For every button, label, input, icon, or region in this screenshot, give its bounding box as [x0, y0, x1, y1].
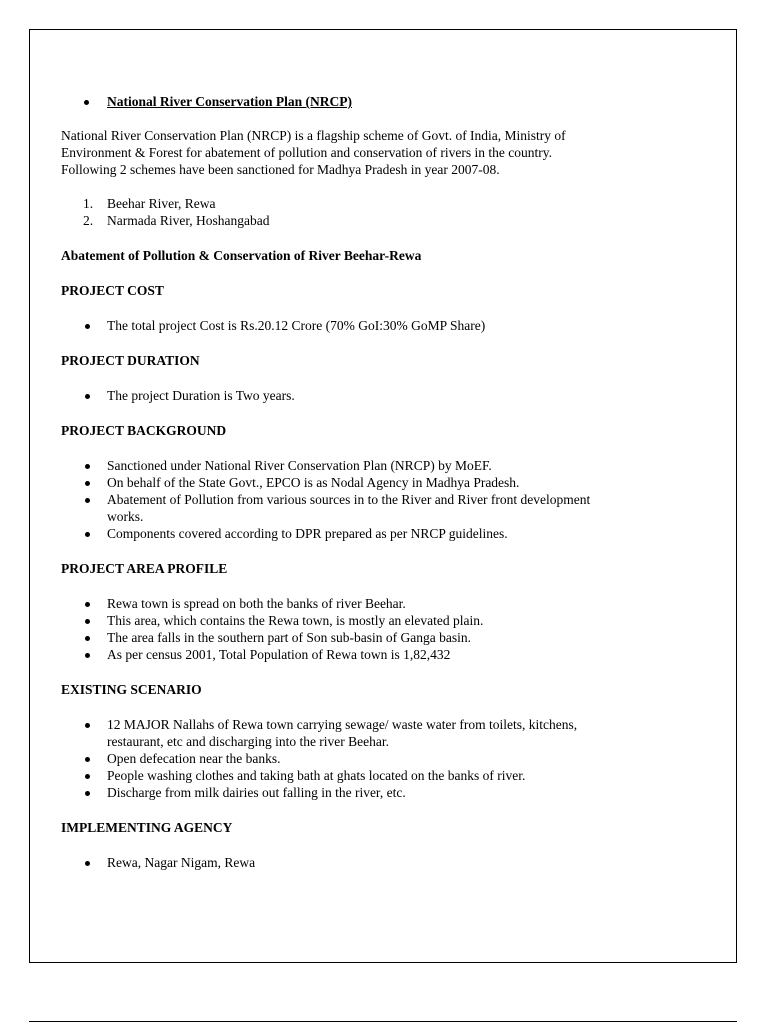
sections-container: [61, 282, 661, 871]
list-item: [61, 646, 661, 663]
list-item: [61, 474, 661, 491]
title-item: [61, 93, 661, 110]
project-heading: Abatement of Pollution & Conservation of River Beehar-Rewa: [61, 248, 422, 263]
bullet-icon: [84, 100, 89, 105]
bullet-icon: [85, 324, 90, 329]
bullet-icon: [85, 636, 90, 641]
bullet-icon: [85, 723, 90, 728]
list-item: [61, 525, 661, 542]
list-item-text: Components covered according to DPR prepared as per NRCP guidelines.: [107, 526, 508, 541]
bullet-icon: [85, 602, 90, 607]
section-heading: PROJECT AREA PROFILE: [61, 561, 228, 576]
bullet-icon: [85, 498, 90, 503]
bullet-icon: [85, 757, 90, 762]
list-item-text: As per census 2001, Total Population of Rewa town is 1,82,432: [107, 647, 451, 662]
list-item-text: The project Duration is Two years.: [107, 388, 295, 403]
section-heading: IMPLEMENTING AGENCY: [61, 820, 233, 835]
section-heading: PROJECT DURATION: [61, 353, 200, 368]
scheme-text: Beehar River, Rewa: [107, 196, 216, 211]
bullet-icon: [85, 532, 90, 537]
section-bullet-list: [61, 317, 661, 334]
list-item-text: The area falls in the southern part of Son sub-basin of Ganga basin.: [107, 630, 472, 645]
list-item-text: On behalf of the State Govt., EPCO is as Nodal Agency in Madhya Pradesh.: [107, 475, 520, 490]
scheme-item: [61, 195, 661, 212]
section-bullet-list: [61, 387, 661, 404]
list-item: [61, 317, 661, 334]
list-item-text: Rewa town is spread on both the banks of river Beehar.: [107, 596, 406, 611]
list-item-text: Abatement of Pollution from various sources in to the River and River front development: [107, 492, 591, 507]
bullet-icon: [85, 653, 90, 658]
scheme-text: Narmada River, Hoshangabad: [107, 213, 270, 228]
bullet-icon: [85, 619, 90, 624]
section-heading: PROJECT COST: [61, 283, 164, 298]
section-heading: PROJECT BACKGROUND: [61, 423, 227, 438]
list-item-text: Discharge from milk dairies out falling in the river, etc.: [107, 785, 406, 800]
section-bullet-list: [61, 457, 661, 542]
list-item-text: People washing clothes and taking bath at ghats located on the banks of river.: [107, 768, 526, 783]
bullet-icon: [85, 861, 90, 866]
intro-line: Following 2 schemes have been sanctioned for Madhya Pradesh in year 2007-08.: [61, 162, 500, 177]
footer-rule: [29, 1021, 737, 1022]
list-item: [61, 457, 661, 474]
list-item: [61, 612, 661, 629]
list-item-text: works.: [107, 509, 144, 524]
section-heading: EXISTING SCENARIO: [61, 682, 202, 697]
list-item: [61, 716, 661, 750]
list-item-text: The total project Cost is Rs.20.12 Crore (70% GoI:30% GoMP Share): [107, 318, 486, 333]
intro-line: Environment & Forest for abatement of pollution and conservation of rivers in the country.: [61, 145, 553, 160]
list-item-text: Open defecation near the banks.: [107, 751, 281, 766]
section-bullet-list: [61, 716, 661, 801]
bullet-icon: [85, 481, 90, 486]
list-item-text: This area, which contains the Rewa town, is mostly an elevated plain.: [107, 613, 484, 628]
list-item: [61, 750, 661, 767]
scheme-number: 2.: [83, 213, 94, 228]
document-title: National River Conservation Plan (NRCP): [107, 94, 352, 109]
bullet-icon: [85, 774, 90, 779]
list-item: [61, 387, 661, 404]
list-item: [61, 595, 661, 612]
scheme-item: [61, 212, 661, 229]
bullet-icon: [85, 791, 90, 796]
list-item: [61, 767, 661, 784]
schemes-list: [61, 195, 661, 229]
list-item-text: Rewa, Nagar Nigam, Rewa: [107, 855, 256, 870]
section-bullet-list: [61, 595, 661, 663]
list-item-text: restaurant, etc and discharging into the river Beehar.: [107, 734, 390, 749]
list-item: [61, 784, 661, 801]
section-bullet-list: [61, 854, 661, 871]
list-item: [61, 491, 661, 525]
list-item-text: 12 MAJOR Nallahs of Rewa town carrying sewage/ waste water from toilets, kitchens,: [107, 717, 578, 732]
intro-line: National River Conservation Plan (NRCP) is a flagship scheme of Govt. of India, Ministry of: [61, 128, 566, 143]
scheme-number: 1.: [83, 196, 94, 211]
list-item-text: Sanctioned under National River Conservation Plan (NRCP) by MoEF.: [107, 458, 492, 473]
document-content: [61, 93, 661, 871]
title-list: [61, 93, 661, 110]
bullet-icon: [85, 464, 90, 469]
bullet-icon: [85, 394, 90, 399]
list-item: [61, 854, 661, 871]
list-item: [61, 629, 661, 646]
intro-paragraph: [61, 127, 661, 178]
